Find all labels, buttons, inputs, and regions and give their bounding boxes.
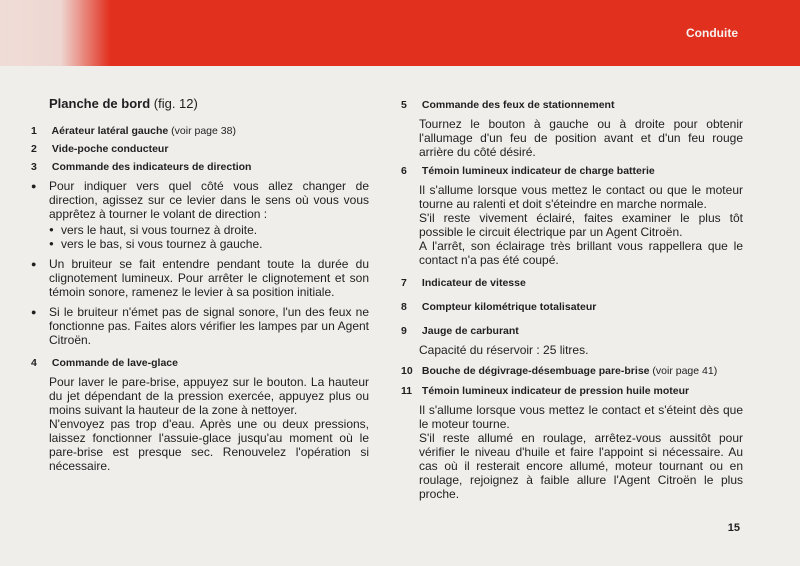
item-4-heading <box>31 357 369 369</box>
item-number: 6 <box>401 165 407 177</box>
item-4-paragraph-1: Pour laver le pare-brise, appuyez sur le bouton. La hauteur du jet dépendant de la pression exercée, appuyez plus ou moins suivant la hauteur de la zone à nettoyer. <box>49 375 369 417</box>
item-6-paragraph-1: Il s'allume lorsque vous mettez le contact ou que le moteur tourne au ralenti et doit s'éteindre en marche normale. <box>419 183 743 211</box>
item-title: Bouche de dégivrage-désembuage pare-brise <box>421 365 650 377</box>
item-8-heading <box>401 301 743 313</box>
item-ref: (voir page 38) <box>171 125 236 137</box>
item-title: Commande des indicateurs de direction <box>51 161 252 173</box>
page-number: 15 <box>727 522 740 534</box>
item-number: 3 <box>31 161 37 173</box>
item-3-paragraph-1: ● Pour indiquer vers quel côté vous allez changer de direction, agissez sur ce levier dans le sens où vous vous apprêtez à tourner le volant de direction : <box>31 179 369 221</box>
figure-ref: (fig. 12) <box>153 96 198 111</box>
item-number: 7 <box>401 277 407 289</box>
worn-corner <box>0 0 110 66</box>
item-number: 10 <box>401 365 413 377</box>
item-3-paragraph-2: ● Un bruiteur se fait entendre pendant toute la durée du clignotement lumineux. Pour arrêter le clignotement et son témoin sonore, ramenez le levier à sa position initiale. <box>31 257 369 299</box>
item-7-heading <box>401 277 743 289</box>
item-10-heading <box>401 365 743 377</box>
item-11-heading <box>401 385 743 397</box>
item-number: 2 <box>31 143 37 155</box>
left-column <box>31 96 369 479</box>
item-11-paragraph-2: S'il reste allumé en roulage, arrêtez-vous aussitôt pour vérifier le niveau d'huile et faire l'appoint si nécessaire. Au cas où il resterait encore allumé, moteur tournant ou en roulage, rejoignez à faible allure l'Agent Citroën le plus proche. <box>419 431 743 501</box>
item-9-heading <box>401 325 743 337</box>
item-ref: (voir page 41) <box>652 365 718 377</box>
item-title: Vide-poche conducteur <box>51 143 169 155</box>
item-9-paragraph: Capacité du réservoir : 25 litres. <box>419 343 589 357</box>
item-title: Commande de lave-glace <box>51 357 178 369</box>
item-6-paragraph-3: A l'arrêt, son éclairage très brillant vous rappellera que le contact n'a pas été coupé. <box>419 239 743 267</box>
right-column <box>401 99 743 507</box>
item-number: 1 <box>31 125 37 137</box>
item-title: Témoin lumineux indicateur de charge batterie <box>421 165 655 177</box>
item-number: 11 <box>401 385 413 397</box>
item-number: 8 <box>401 301 407 313</box>
item-title: Témoin lumineux indicateur de pression huile moteur <box>421 385 690 397</box>
page-title-text: Planche de bord <box>49 96 151 111</box>
item-1-heading <box>31 125 369 137</box>
page-title <box>49 96 369 111</box>
item-3-heading <box>31 161 369 173</box>
item-number: 5 <box>401 99 407 111</box>
header-band <box>0 0 800 66</box>
item-title: Commande des feux de stationnement <box>421 99 615 111</box>
item-title: Jauge de carburant <box>421 325 519 337</box>
item-title: Compteur kilométrique totalisateur <box>421 301 597 313</box>
item-4-paragraph-2: N'envoyez pas trop d'eau. Après une ou deux pressions, laissez fonctionner l'assuie-glace jusqu'au moment où le pare-brise est presque sec. Renouvelez l'opération si nécessaire. <box>49 417 369 473</box>
item-3-paragraph-3: ● Si le bruiteur n'émet pas de signal sonore, l'un des feux ne fonctionne pas. Faites alors vérifier les lampes par un Agent Citroën. <box>31 305 369 347</box>
section-title: Conduite <box>686 26 738 40</box>
item-title: Aérateur latéral gauche <box>51 125 169 137</box>
item-5-heading <box>401 99 743 111</box>
item-3-subpoint-2: ● vers le bas, si vous tournez à gauche. <box>31 237 369 251</box>
item-6-heading <box>401 165 743 177</box>
item-5-paragraph: Tournez le bouton à gauche ou à droite pour obtenir l'allumage d'un feu de position avant et d'un feu rouge arrière du côté désiré. <box>419 117 743 159</box>
item-number: 4 <box>31 357 37 369</box>
item-title: Indicateur de vitesse <box>421 277 526 289</box>
item-6-paragraph-2: S'il reste vivement éclairé, faites examiner le plus tôt possible le circuit électrique par un Agent Citroën. <box>419 211 743 239</box>
item-11-paragraph-1: Il s'allume lorsque vous mettez le contact et s'éteint dès que le moteur tourne. <box>419 403 743 431</box>
item-number: 9 <box>401 325 407 337</box>
item-2-heading <box>31 143 369 155</box>
item-3-subpoint-1: ● vers le haut, si vous tournez à droite. <box>31 223 369 237</box>
